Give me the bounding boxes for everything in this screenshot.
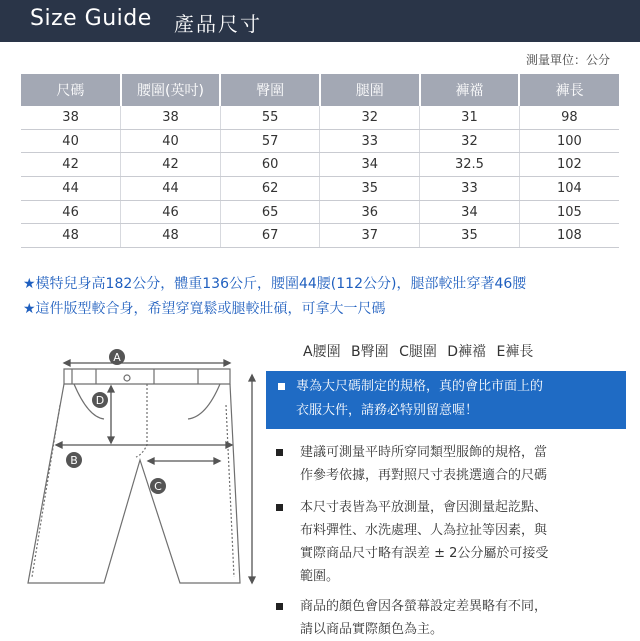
- header-size: 尺碼: [21, 74, 121, 106]
- table-cell: 33: [320, 129, 420, 153]
- table-cell: 55: [220, 106, 320, 129]
- bullet-line: 布料彈性、水洗處理、人為拉扯等因素，與: [300, 523, 548, 538]
- table-cell: 35: [320, 177, 420, 201]
- table-cell: 108: [519, 224, 619, 248]
- bullet-line: 商品的顏色會因各螢幕設定差異略有不同，: [300, 599, 548, 614]
- table-cell: 100: [519, 129, 619, 153]
- header-thigh: 腿圍: [320, 74, 420, 106]
- marker-b-icon: [66, 452, 82, 468]
- table-cell: 67: [220, 224, 320, 248]
- table-cell: 40: [121, 129, 221, 153]
- square-bullet-icon: [276, 449, 283, 456]
- marker-a-icon: [109, 349, 125, 365]
- table-row: [21, 177, 619, 201]
- title-chinese: 產品尺寸: [174, 12, 262, 36]
- square-bullet-icon: [276, 504, 283, 511]
- header-rise: 褲襠: [420, 74, 520, 106]
- table-cell: 98: [519, 106, 619, 129]
- table-cell: 44: [21, 177, 121, 201]
- marker-a-label: A: [113, 351, 121, 364]
- bullet-line: 建議可測量平時所穿同類型服飾的規格，當: [300, 445, 548, 460]
- header-length: 褲長: [519, 74, 619, 106]
- table-row: [21, 200, 619, 224]
- pants-outline-icon: [28, 369, 240, 583]
- table-cell: 48: [21, 224, 121, 248]
- bullet-item: [268, 441, 628, 487]
- bullet-item: [268, 496, 628, 588]
- unit-label: 測量單位：公分: [525, 53, 610, 67]
- table-cell: 34: [420, 200, 520, 224]
- callout-line: 衣服大件，請務必特別留意喔！: [296, 403, 479, 418]
- table-cell: 37: [320, 224, 420, 248]
- marker-b-label: B: [70, 454, 78, 467]
- table-cell: 44: [121, 177, 221, 201]
- marker-c-icon: [150, 478, 166, 494]
- pants-measurement-diagram: [20, 345, 270, 595]
- model-note: ★模特兒身高182公分，體重136公斤，腰圍44腰(112公分)，腿部較壯穿著46腰: [23, 276, 527, 292]
- table-cell: 46: [121, 200, 221, 224]
- table-row: [21, 224, 619, 248]
- table-cell: 65: [220, 200, 320, 224]
- square-bullet-icon: [278, 383, 285, 390]
- header-hip: 臀圍: [220, 74, 320, 106]
- table-cell: 48: [121, 224, 221, 248]
- table-cell: 32: [420, 129, 520, 153]
- bullet-line: 實際商品尺寸略有誤差 ± 2公分屬於可接受: [300, 546, 549, 561]
- table-cell: 35: [420, 224, 520, 248]
- marker-d-icon: [92, 392, 108, 408]
- table-cell: 40: [21, 129, 121, 153]
- table-row: [21, 129, 619, 153]
- header-waist: 腰圍(英吋): [121, 74, 221, 106]
- table-header-row: [21, 74, 619, 106]
- page-header: [0, 0, 640, 42]
- title-english: Size Guide: [30, 6, 152, 31]
- model-notes: [23, 272, 526, 322]
- table-cell: 36: [320, 200, 420, 224]
- table-row: [21, 153, 619, 177]
- table-cell: 46: [21, 200, 121, 224]
- table-cell: 62: [220, 177, 320, 201]
- table-cell: 42: [121, 153, 221, 177]
- table-row: [21, 106, 619, 129]
- table-cell: 33: [420, 177, 520, 201]
- square-bullet-icon: [276, 603, 283, 610]
- table-cell: 32.5: [420, 153, 520, 177]
- measurement-lines: [56, 360, 255, 583]
- measurement-legend: A腰圍 B臀圍 C腿圍 D褲襠 E褲長: [303, 344, 534, 360]
- callout-line: 專為大尺碼制定的規格，真的會比市面上的: [296, 379, 544, 394]
- fit-note: ★這件版型較合身，希望穿寬鬆或腿較壯碩，可拿大一尺碼: [23, 301, 386, 317]
- size-table: [21, 74, 619, 248]
- table-cell: 38: [21, 106, 121, 129]
- callout-notice: [266, 371, 626, 429]
- table-cell: 38: [121, 106, 221, 129]
- table-cell: 57: [220, 129, 320, 153]
- table-cell: 102: [519, 153, 619, 177]
- table-cell: 105: [519, 200, 619, 224]
- bullet-line: 本尺寸表皆為平放測量，會因測量起訖點、: [300, 500, 548, 515]
- table-cell: 42: [21, 153, 121, 177]
- bullet-item: [268, 595, 628, 641]
- table-cell: 104: [519, 177, 619, 201]
- bullet-line: 請以商品實際顏色為主。: [300, 622, 444, 637]
- table-cell: 60: [220, 153, 320, 177]
- table-cell: 31: [420, 106, 520, 129]
- bullet-line: 作參考依據，再對照尺寸表挑選適合的尺碼: [300, 468, 548, 483]
- bullet-line: 範圍。: [300, 569, 340, 584]
- marker-d-label: D: [95, 394, 105, 407]
- table-cell: 34: [320, 153, 420, 177]
- table-cell: 32: [320, 106, 420, 129]
- marker-c-label: C: [154, 480, 162, 493]
